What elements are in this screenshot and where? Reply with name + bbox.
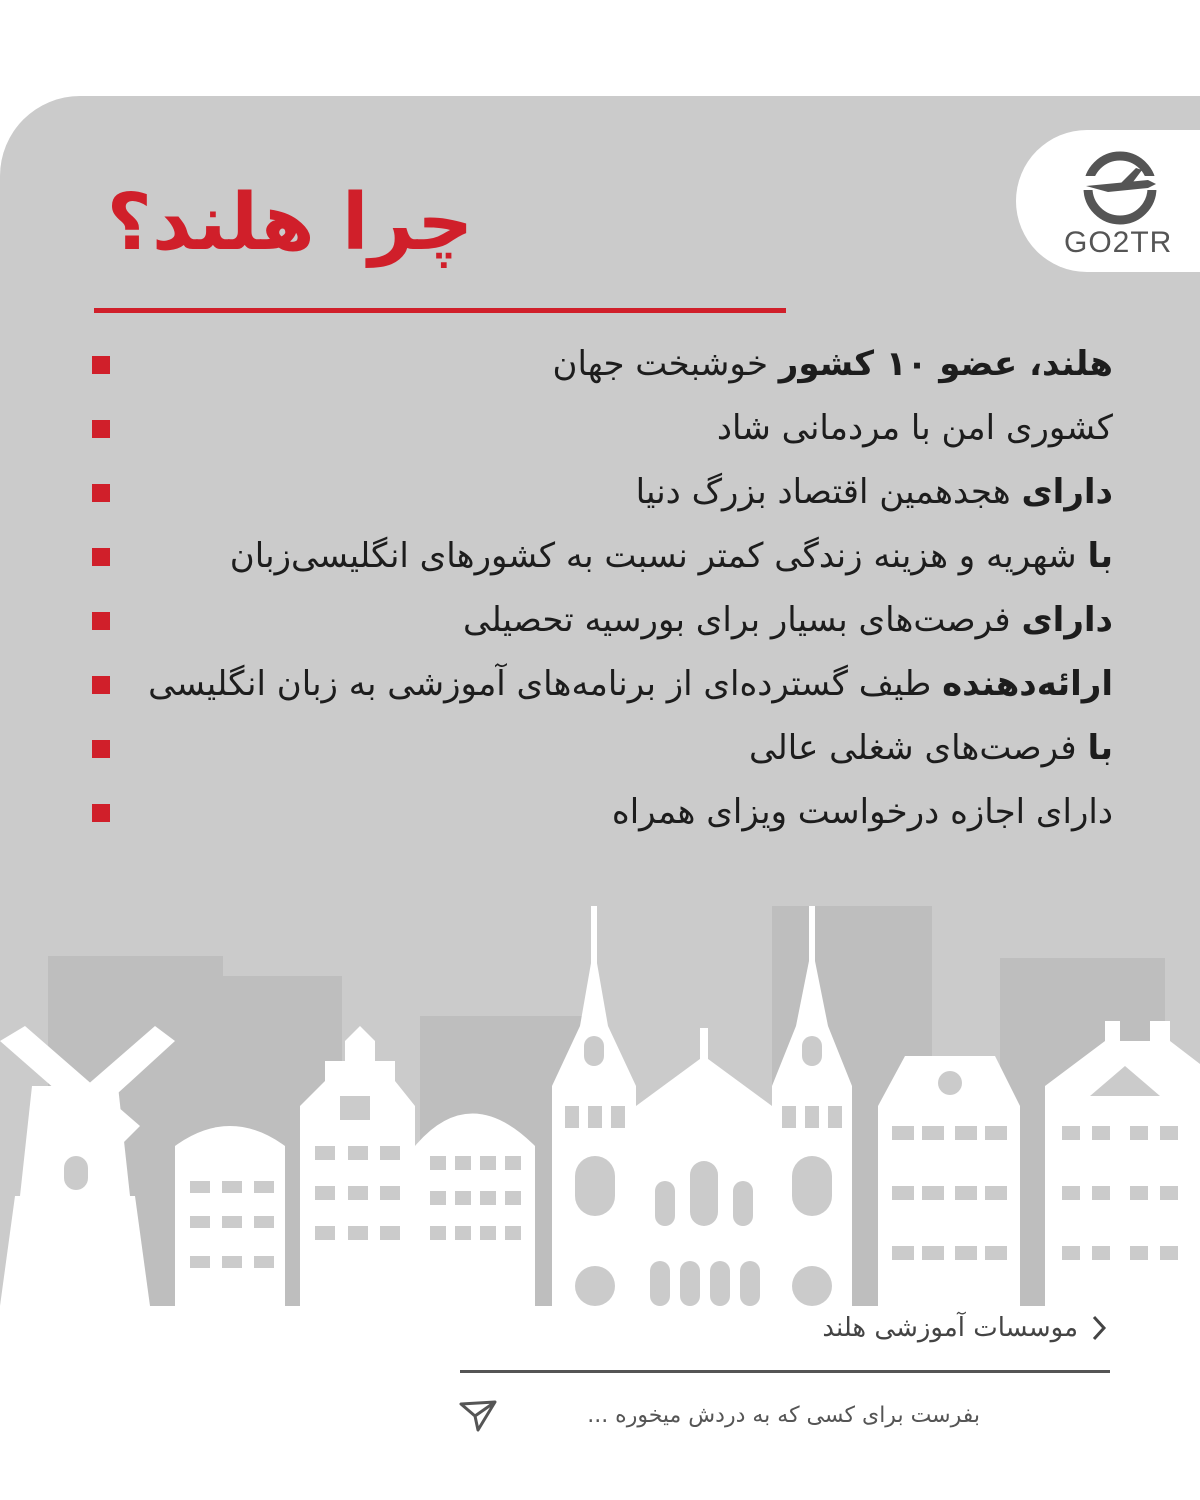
bullet-square-icon xyxy=(92,676,110,694)
footer-divider xyxy=(460,1370,1110,1373)
list-item-text: شهریه و هزینه زندگی کمتر نسبت به کشورهای انگلیسی‌زبان xyxy=(229,536,1088,576)
content-panel xyxy=(0,96,1200,1306)
list-item xyxy=(88,460,1113,524)
brand-logo-text: GO2TR xyxy=(1064,226,1173,259)
list-item-bold: دارای xyxy=(1021,600,1113,640)
list-item-text: فرصت‌های بسیار برای بورسیه تحصیلی xyxy=(463,600,1022,640)
list-item xyxy=(88,716,1113,780)
title-divider xyxy=(94,308,786,313)
bullet-square-icon xyxy=(92,612,110,630)
reasons-list xyxy=(88,332,1113,844)
list-item-text: طیف گسترده‌ای از برنامه‌های آموزشی به زبان انگلیسی xyxy=(148,664,943,704)
bullet-square-icon xyxy=(92,804,110,822)
list-item-text: فرصت‌های شغلی عالی xyxy=(749,728,1088,768)
list-item-bold: با xyxy=(1087,728,1113,768)
list-item-text: هجدهمین اقتصاد بزرگ دنیا xyxy=(635,472,1022,512)
list-item xyxy=(88,652,1113,716)
institutes-link[interactable]: موسسات آموزشی هلند xyxy=(822,1313,1078,1343)
list-item-bold: دارای xyxy=(1021,472,1113,512)
list-item-bold: ارائه‌دهنده xyxy=(942,664,1113,704)
list-item-text: کشوری امن با مردمانی شاد xyxy=(716,408,1113,448)
chevron-right-icon[interactable] xyxy=(1086,1313,1110,1343)
bullet-square-icon xyxy=(92,740,110,758)
list-item-text: دارای اجازه درخواست ویزای همراه xyxy=(611,792,1113,832)
page-title: چرا هلند؟ xyxy=(106,178,474,268)
list-item-bold: با xyxy=(1087,536,1113,576)
list-item xyxy=(88,524,1113,588)
brand-logo xyxy=(1016,130,1200,272)
send-icon[interactable] xyxy=(458,1398,498,1434)
list-item-text: خوشبخت جهان xyxy=(552,344,779,384)
bullet-square-icon xyxy=(92,420,110,438)
bullet-square-icon xyxy=(92,548,110,566)
share-caption: بفرست برای کسی که به دردش میخوره ... xyxy=(587,1403,980,1428)
list-item xyxy=(88,780,1113,844)
plane-globe-icon xyxy=(1078,146,1162,230)
list-item xyxy=(88,588,1113,652)
list-item-bold: هلند، عضو ۱۰ کشور xyxy=(778,344,1113,384)
bullet-square-icon xyxy=(92,484,110,502)
bullet-square-icon xyxy=(92,356,110,374)
list-item xyxy=(88,396,1113,460)
list-item xyxy=(88,332,1113,396)
